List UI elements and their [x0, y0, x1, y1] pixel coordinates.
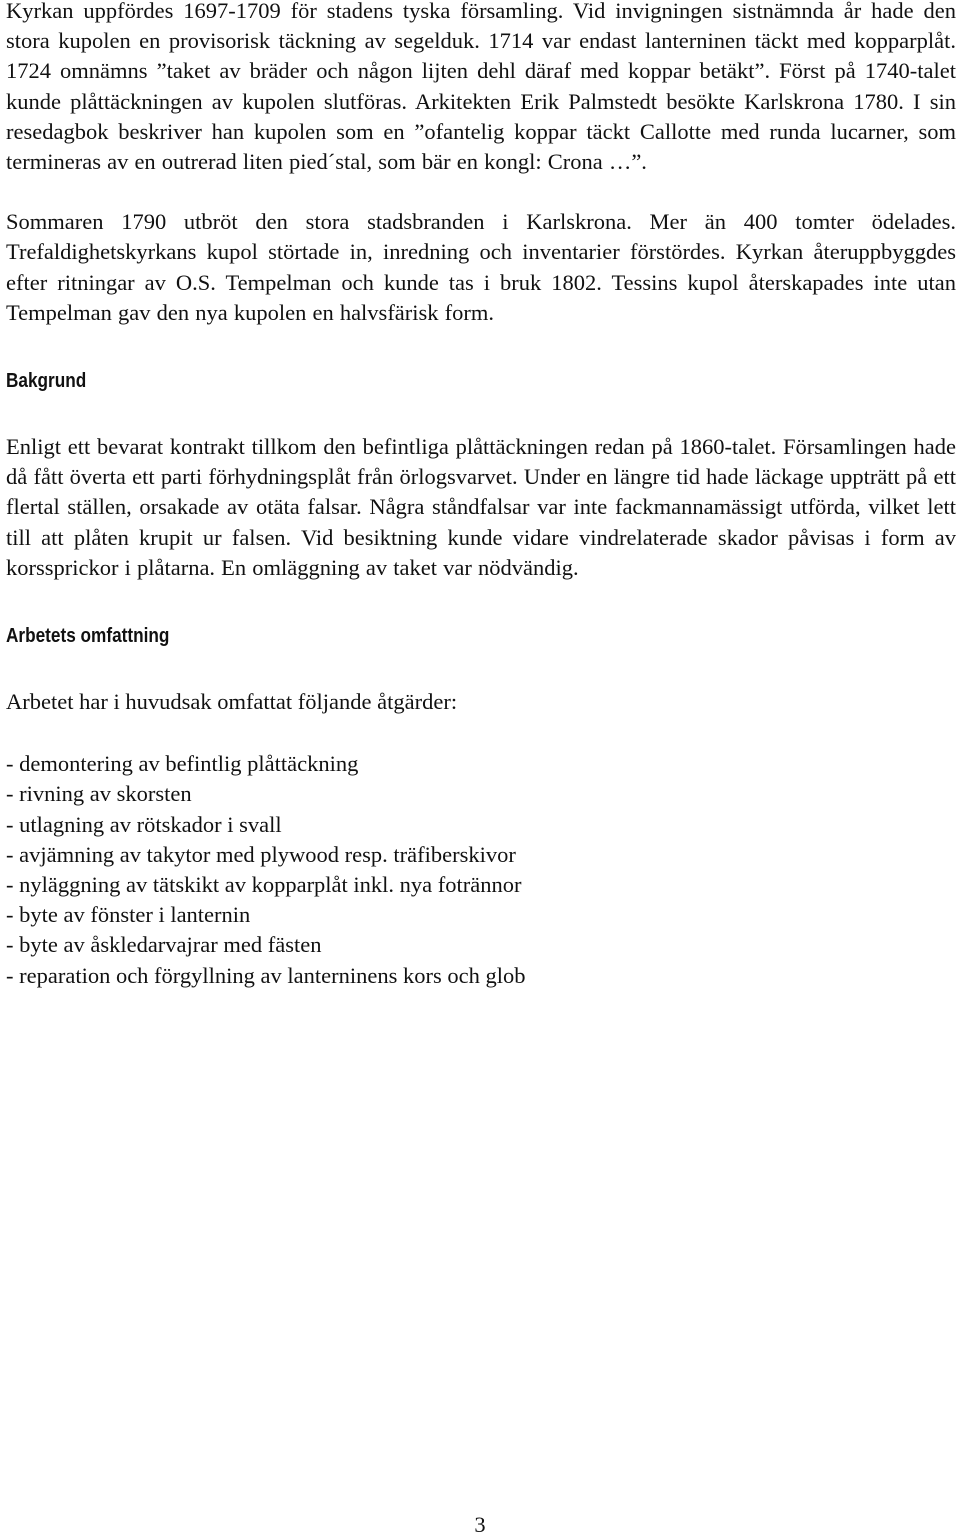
section-heading-arbetets-omfattning: Arbetets omfattning [6, 625, 170, 648]
list-item: - byte av fönster i lanternin [6, 902, 251, 928]
list-item: - avjämning av takytor med plywood resp. träfiberskivor [6, 841, 516, 867]
list-item: - reparation och förgyllning av lanterninens kors och glob [6, 962, 526, 988]
work-items-list [6, 749, 956, 991]
list-item: - rivning av skorsten [6, 781, 192, 807]
intro-paragraph-fire: Sommaren 1790 utbröt den stora stadsbranden i Karlskrona. Mer än 400 tomter ödelades. Trefaldighetskyrkans kupol störtade in, inredning och inventarier förstördes. Kyrkan återuppbyggdes efter ritningar av O.S. Tempelman och kunde tas i bruk 1802. Tessins kupol återskapades inte utan Tempelman gav den nya kupolen en halvsfärisk form. [6, 209, 956, 325]
intro-paragraph-history: Kyrkan uppfördes 1697-1709 för stadens tyska församling. Vid invigningen sistnämnda år hade den stora kupolen en provisorisk täckning av segelduk. 1714 var endast lanterninen täckt med kopparplåt. 1724 omnämns ”taket av bräder och någon lijten dehl däraf med koppar betäkt”. Först på 1740-talet kunde plåttäckningen av kupolen slutföras. Arkitekten Erik Palmstedt besökte Karlskrona 1780. I sin resedagbok beskriver han kupolen som en ”ofantelig koppar täckt Callotte med runda lucarner, som termineras av en outrerad liten pied´stal, som bär en kongl: Crona …”. [6, 0, 956, 175]
arbetets-lead-text: Arbetet har i huvudsak omfattat följande åtgärder: [6, 689, 458, 715]
list-item: - byte av åskledarvajrar med fästen [6, 932, 322, 958]
list-item: - utlagning av rötskador i svall [6, 811, 282, 837]
bakgrund-paragraph: Enligt ett bevarat kontrakt tillkom den befintliga plåttäckningen redan på 1860-talet. Församlingen hade då fått överta ett parti förhydningsplåt från örlogsvarvet. Under en längre tid hade läckage uppträtt på ett flertal ställen, orsakade av otäta falsar. Några ståndfalsar var inte fackmannamässigt utförda, vilket lett till att plåten krupit ur falsen. Vid besiktning kunde vidare vindrelaterade skador påvisas i form av korssprickor i plåtarna. En omläggning av taket var nödvändig. [6, 434, 956, 580]
section-heading-bakgrund: Bakgrund [6, 370, 87, 393]
list-item: - demontering av befintlig plåttäckning [6, 751, 359, 777]
list-item: - nyläggning av tätskikt av kopparplåt inkl. nya fotrännor [6, 872, 522, 898]
page-number: 3 [474, 1512, 486, 1537]
document-body [6, 0, 956, 991]
